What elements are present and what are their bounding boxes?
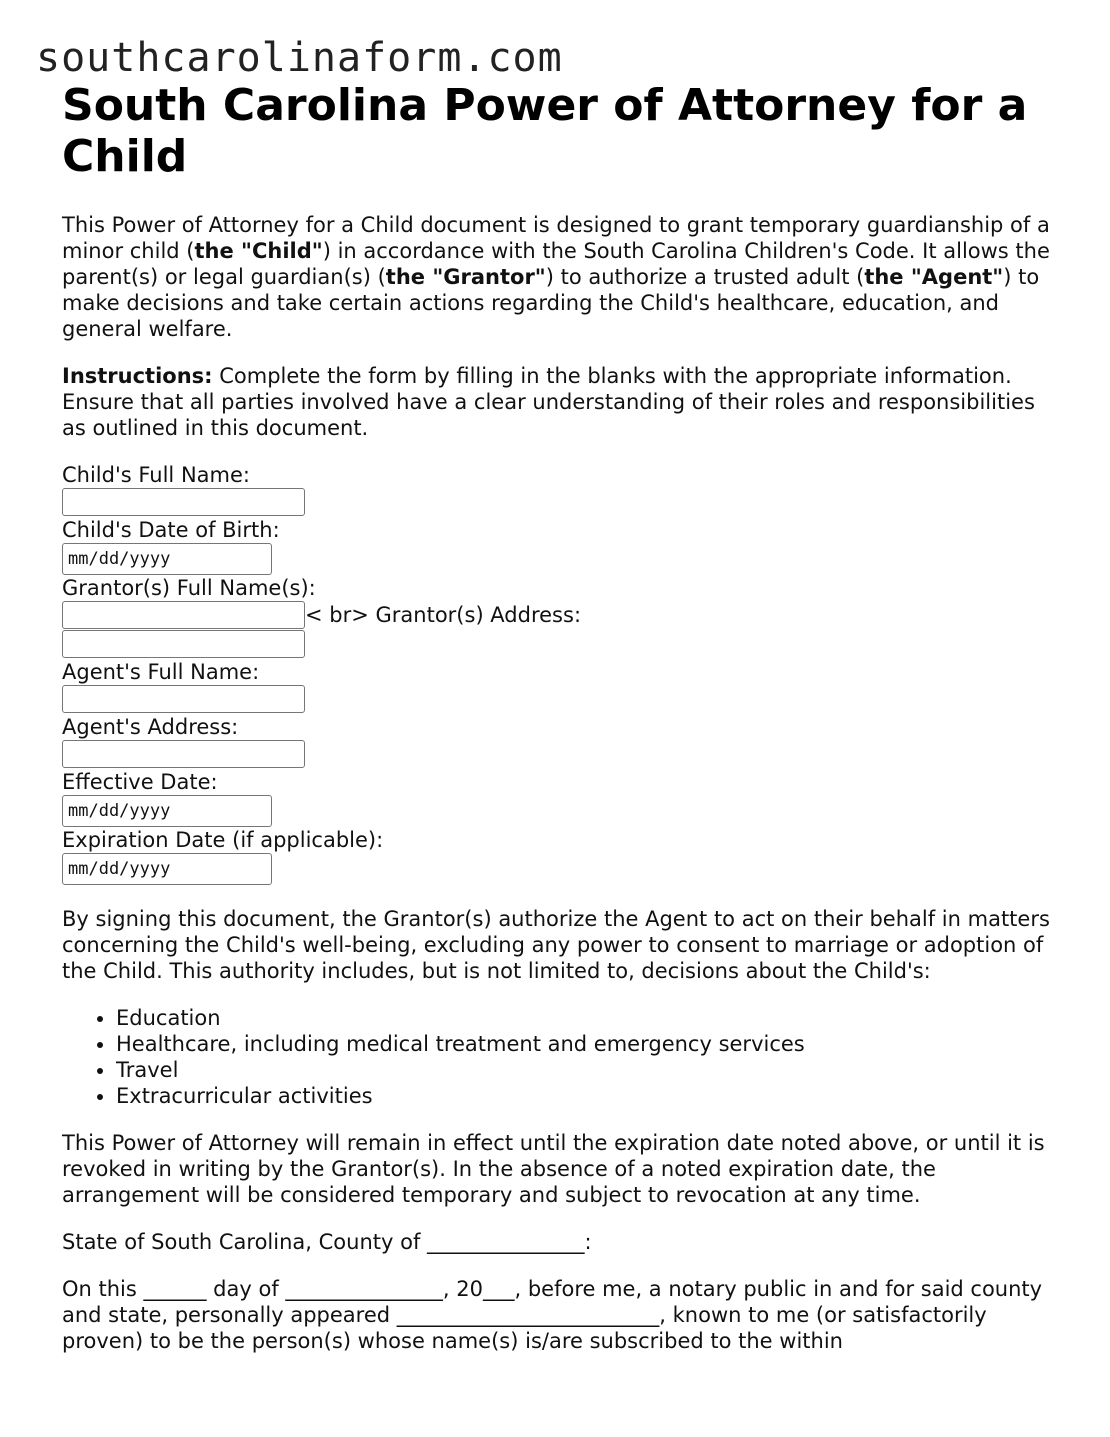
grantor-name-input[interactable]: [62, 601, 305, 629]
site-watermark: southcarolinaform.com: [36, 35, 563, 81]
form-fields: [62, 462, 1052, 885]
effective-date-label: Effective Date:: [62, 770, 218, 794]
grantor-name-label: Grantor(s) Full Name(s):: [62, 576, 316, 600]
grantor-address-label: < br> Grantor(s) Address:: [305, 603, 582, 627]
intro-bold-child: the "Child": [194, 239, 323, 263]
child-dob-label: Child's Date of Birth:: [62, 518, 280, 542]
instructions-label: Instructions:: [62, 364, 213, 388]
state-county-line: State of South Carolina, County of _______________:: [62, 1230, 592, 1254]
document-body: [62, 80, 1052, 1354]
child-name-label: Child's Full Name:: [62, 463, 250, 487]
child-name-input[interactable]: [62, 488, 305, 516]
intro-bold-grantor: the "Grantor": [385, 265, 546, 289]
intro-text-4: ) to make decisions and take certain actions regarding the Child's healthcare, education, and general welfare.: [62, 265, 1040, 341]
notary-paragraph: On this ______ day of _______________, 20___, before me, a notary public in and for said county and state, personally appeared _________________________, known to me (or satisfactorily proven) to be the person(s) whose name(s) is/are subscribed to the within: [62, 1277, 1043, 1353]
list-item: • Travel: [116, 1057, 1052, 1083]
list-item: • Extracurricular activities: [116, 1083, 1052, 1109]
duration-paragraph: This Power of Attorney will remain in effect until the expiration date noted above, or until it is revoked in writing by the Grantor(s). In the absence of a noted expiration date, the arrangement will be considered temporary and subject to revocation at any time.: [62, 1131, 1045, 1207]
authority-list: [62, 1005, 1052, 1109]
agent-name-label: Agent's Full Name:: [62, 660, 260, 684]
expiration-date-label: Expiration Date (if applicable):: [62, 828, 384, 852]
instructions-paragraph: [62, 363, 1052, 441]
page-title: South Carolina Power of Attorney for a Child: [62, 80, 1028, 182]
agent-address-label: Agent's Address:: [62, 715, 239, 739]
intro-text-1: This Power of Attorney for a Child document is designed to grant temporary guardianship of a minor child (: [62, 213, 1050, 263]
grantor-name-row: [62, 601, 1052, 629]
authority-paragraph: By signing this document, the Grantor(s) authorize the Agent to act on their behalf in matters concerning the Child's well-being, excluding any power to consent to marriage or adoption of the Child. This authority includes, but is not limited to, decisions about the Child's:: [62, 907, 1050, 983]
intro-text-2: ) in accordance with the South Carolina Children's Code. It allows the parent(s) or legal guardian(s) (: [62, 239, 1050, 289]
child-dob-input[interactable]: mm/dd/yyyy: [62, 543, 272, 575]
grantor-address-input[interactable]: [62, 630, 305, 658]
agent-name-input[interactable]: [62, 685, 305, 713]
intro-text-3: ) to authorize a trusted adult (: [545, 265, 865, 289]
list-item: • Education: [116, 1005, 1052, 1031]
intro-bold-agent: the "Agent": [864, 265, 1004, 289]
effective-date-input[interactable]: mm/dd/yyyy: [62, 795, 272, 827]
list-item: • Healthcare, including medical treatment and emergency services: [116, 1031, 1052, 1057]
instructions-text: Complete the form by filling in the blanks with the appropriate information. Ensure that all parties involved have a clear understanding of their roles and responsibilities as outlined in this document.: [62, 364, 1035, 440]
expiration-date-input[interactable]: mm/dd/yyyy: [62, 853, 272, 885]
agent-address-input[interactable]: [62, 740, 305, 768]
intro-paragraph: [62, 212, 1052, 342]
